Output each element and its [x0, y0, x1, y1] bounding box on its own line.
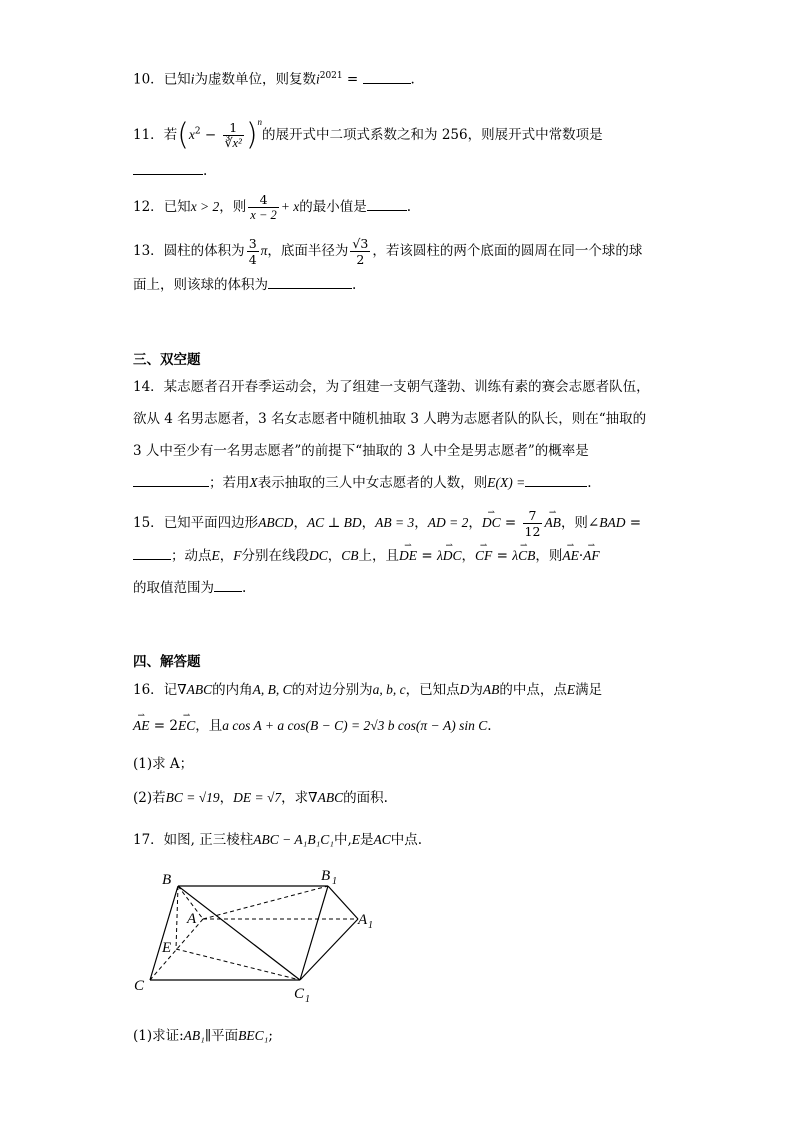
question-10: 10．已知i为虚数单位，则复数$i^{2021}$ = .	[133, 66, 415, 90]
edge-B-E	[176, 886, 178, 949]
question-14-line1: 14．某志愿者召开春季运动会，为了组建一支朝气蓬勃、训练有素的赛会志愿者队伍，	[133, 379, 650, 395]
fraction: $\frac{4}{x - 2}$	[250, 192, 277, 222]
answer-blank[interactable]	[525, 472, 587, 487]
question-16-line2: ⇀ AE = 2⇀ EC，且a cos A + a cos(B − C) = 2√3 b cos(π − A) sin C.	[133, 716, 492, 736]
question-17-part1: (1)求证:AB₁∥平面BEC₁;	[133, 1028, 273, 1044]
label-C1-sub: 1	[305, 994, 310, 1005]
question-15-line1: 15．已知平面四边形ABCD，AC ⊥ BD，AB = 3，AD = 2，⇀ DC = $\frac{7}{12}$ ⇀ AB，则∠BAD =	[133, 506, 641, 540]
question-12: 12．已知x > 2，则 $\frac{4}{x - 2}$ + x的最小值是 .	[133, 192, 412, 222]
label-B1-sub: 1	[332, 876, 337, 887]
question-13-line2: 面上，则该球的体积为 .	[133, 274, 356, 295]
label-B: B	[162, 872, 172, 888]
right-paren: )	[245, 117, 258, 153]
fraction: $\frac{√3}{2}$	[352, 236, 369, 267]
fraction: $\frac{3}{4}$	[248, 236, 257, 267]
label-C: C	[134, 978, 145, 994]
fraction: $\frac{7}{12}$	[524, 508, 541, 539]
question-14-line3: 3 人中至少有一名男志愿者”的前提下“抽取的 3 人中全是男志愿者”的概率是	[133, 443, 589, 459]
edge-A-B1	[203, 886, 328, 919]
section-heading: 三、双空题	[133, 352, 201, 368]
label-E: E	[162, 940, 172, 956]
answer-blank[interactable]	[268, 274, 352, 289]
answer-blank[interactable]	[133, 160, 203, 175]
question-16-part1: (1)求 A；	[133, 756, 194, 772]
answer-blank[interactable]	[367, 196, 407, 211]
question-11-line2: .	[133, 160, 207, 181]
question-14-line2: 欲从 4 名男志愿者，3 名女志愿者中随机抽取 3 人聘为志愿者队的队长，则在“抽取的	[133, 411, 647, 427]
prism-figure	[128, 866, 388, 1006]
fraction: $\frac{1}{\text{∛x²}}$	[224, 120, 242, 150]
edge-B-C	[150, 886, 178, 980]
question-15-line3: 的取值范围为 .	[133, 577, 246, 598]
label-A1: A	[358, 912, 368, 928]
question-17-line1: 17．如图, 正三棱柱ABC − A₁B₁C₁中,E是AC中点.	[133, 832, 423, 848]
label-A: A	[187, 911, 197, 927]
answer-blank[interactable]	[363, 69, 411, 84]
section-heading: 四、解答题	[133, 654, 201, 670]
label-C1: C	[294, 986, 305, 1002]
answer-blank[interactable]	[133, 545, 171, 560]
answer-blank[interactable]	[133, 472, 209, 487]
edge-E-C1	[176, 949, 300, 980]
label-A1-sub: 1	[368, 920, 373, 931]
question-16-line1: 16．记∇ABC的内角A, B, C的对边分别为a, b, c，已知点D为AB的中点，点E满足	[133, 682, 603, 698]
question-13: 13．圆柱的体积为 $\frac{3}{4}$ π，底面半径为 $\frac{√3}{2}$ ，若该圆柱的两个底面的圆周在同一个球的球	[133, 236, 643, 267]
answer-blank[interactable]	[214, 577, 242, 592]
label-B1: B	[321, 868, 331, 884]
question-11: 11．若($x^2$ − $\frac{1}{\text{∛x²}}$ )$^n$的展开式中二项式系数之和为 256，则展开式中常数项是	[133, 117, 603, 153]
question-15-line2: ；动点E，F分别在线段DC，CB上，且⇀ DE = ⇀ λDC，⇀ CF = ⇀ λCB，则⇀ AE·⇀ AF	[133, 545, 600, 566]
edge-B-C1	[178, 886, 300, 980]
edge-B1-A1	[328, 886, 358, 919]
question-14-line4: ；若用X表示抽取的三人中女志愿者的人数，则E(X) = .	[133, 472, 592, 493]
left-paren: (	[177, 117, 189, 153]
question-16-part2: (2)若BC = √19，DE = √7，求∇ABC的面积.	[133, 790, 388, 806]
